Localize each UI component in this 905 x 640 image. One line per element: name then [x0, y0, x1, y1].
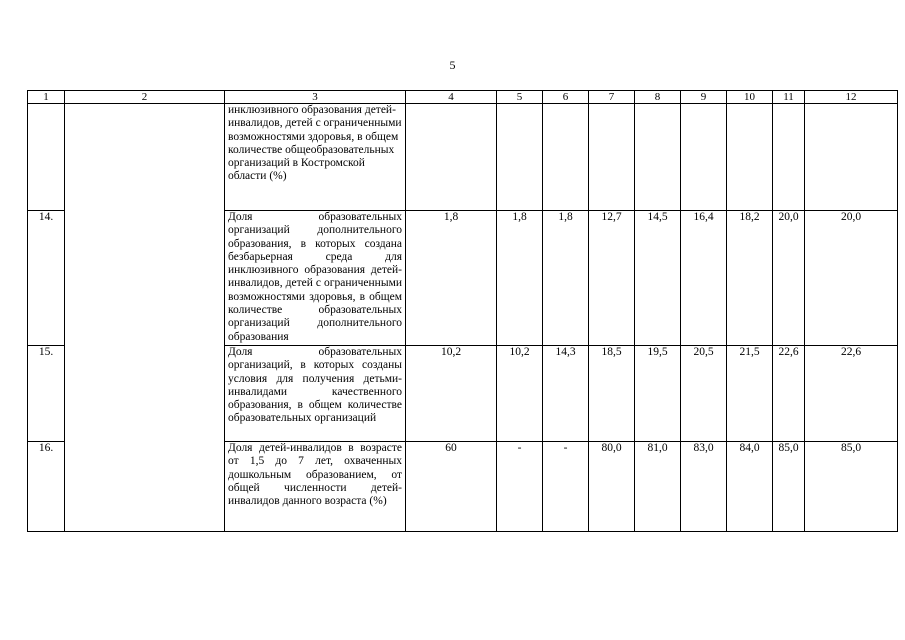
- row-value: -: [497, 442, 543, 532]
- table-row: [28, 104, 898, 211]
- row-value: 20,0: [773, 211, 805, 346]
- row-value: 20,5: [681, 346, 727, 442]
- column-header: 2: [65, 91, 225, 104]
- row-value: 10,2: [497, 346, 543, 442]
- row-value: [635, 104, 681, 211]
- row-value: 85,0: [805, 442, 898, 532]
- row-value: 18,5: [589, 346, 635, 442]
- page-number: 5: [449, 58, 456, 72]
- row-value: 20,0: [805, 211, 898, 346]
- row-number: 16.: [28, 442, 65, 532]
- row-description: инклюзивного образования детей-инвалидов, детей с ограниченными возможностями здоровья, в общем количестве общеобразовательных организаций в Костромской области (%): [225, 104, 406, 211]
- row-value: [727, 104, 773, 211]
- row-value: [589, 104, 635, 211]
- row-value: 1,8: [406, 211, 497, 346]
- column-header: 11: [773, 91, 805, 104]
- row-value: [497, 104, 543, 211]
- row-value: 1,8: [543, 211, 589, 346]
- row-value: 60: [406, 442, 497, 532]
- column-header: 8: [635, 91, 681, 104]
- row-value: 84,0: [727, 442, 773, 532]
- row-value: [543, 104, 589, 211]
- row-value: 14,5: [635, 211, 681, 346]
- row-number: 15.: [28, 346, 65, 442]
- row-value: 14,3: [543, 346, 589, 442]
- row-value: [805, 104, 898, 211]
- row-value: [773, 104, 805, 211]
- row-value: -: [543, 442, 589, 532]
- row-value: 22,6: [805, 346, 898, 442]
- row-value: 16,4: [681, 211, 727, 346]
- row-description: Доля образовательных организаций, в которых созданы условия для получения детьми-инвалидами качественного образования, в общем количестве образовательных организаций: [225, 346, 406, 442]
- row-value: 18,2: [727, 211, 773, 346]
- row-value: 83,0: [681, 442, 727, 532]
- row-value: 81,0: [635, 442, 681, 532]
- row-value: 85,0: [773, 442, 805, 532]
- row-value: 80,0: [589, 442, 635, 532]
- column-header: 1: [28, 91, 65, 104]
- row-description: Доля образовательных организаций дополнительного образования, в которых создана безбарьерная среда для инклюзивного образования детей-инвалидов, детей с ограниченными возможностями здоровья, в общем количестве образовательных организаций дополнительного образования: [225, 211, 406, 346]
- row-value: 19,5: [635, 346, 681, 442]
- row-value: 1,8: [497, 211, 543, 346]
- row-description: Доля детей-инвалидов в возрасте от 1,5 до 7 лет, охваченных дошкольным образованием, от общей численности детей-инвалидов данного возраста (%): [225, 442, 406, 532]
- indicators-table: [27, 90, 898, 532]
- column-header: 7: [589, 91, 635, 104]
- column-header: 6: [543, 91, 589, 104]
- row-value: 12,7: [589, 211, 635, 346]
- row-name: [65, 104, 225, 532]
- column-header: 4: [406, 91, 497, 104]
- column-header: 3: [225, 91, 406, 104]
- column-header: 5: [497, 91, 543, 104]
- row-value: 10,2: [406, 346, 497, 442]
- column-header: 12: [805, 91, 898, 104]
- row-value: 22,6: [773, 346, 805, 442]
- row-value: 21,5: [727, 346, 773, 442]
- column-header: 9: [681, 91, 727, 104]
- column-number-row: [28, 91, 898, 104]
- row-value: [681, 104, 727, 211]
- row-value: [406, 104, 497, 211]
- row-number: [28, 104, 65, 211]
- row-number: 14.: [28, 211, 65, 346]
- column-header: 10: [727, 91, 773, 104]
